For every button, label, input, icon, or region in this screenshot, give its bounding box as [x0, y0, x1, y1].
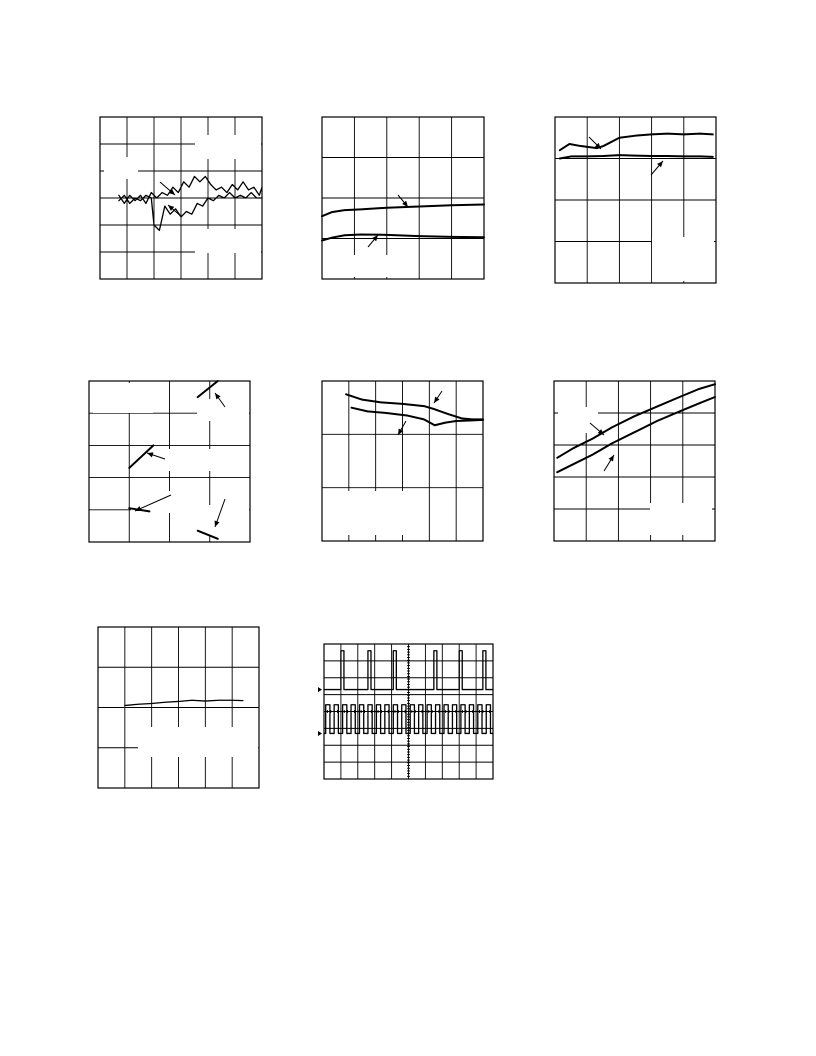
label-area: [104, 157, 138, 179]
grid: [98, 627, 259, 788]
chart-5: [322, 381, 483, 541]
chart-6: [554, 381, 715, 541]
series-2-trace: [352, 408, 483, 426]
chart-3: [555, 117, 716, 283]
pointer-arrow-2: [604, 455, 614, 471]
label-area: [138, 727, 258, 757]
label-area: [195, 505, 249, 535]
label-area: [195, 135, 261, 159]
series-1-trace: [119, 176, 262, 203]
label-area: [558, 407, 598, 433]
pointer-arrow-2: [368, 235, 378, 247]
chart-1: [100, 117, 262, 279]
pointer-arrow-1-head: [434, 397, 439, 403]
pointer-arrow-1: [434, 391, 442, 403]
pointer-arrow-1-head: [215, 393, 221, 399]
grid: [322, 117, 484, 279]
chart-7: [98, 627, 259, 788]
series-1-trace: [198, 381, 218, 397]
label-area: [326, 491, 414, 535]
pointer-arrow-2: [168, 205, 182, 217]
series-1-trace: [560, 134, 713, 151]
label-area: [650, 503, 712, 535]
label-area: [93, 383, 153, 413]
series-1-trace: [346, 394, 483, 419]
pointer-arrow-2: [398, 421, 406, 435]
series-2-trace: [560, 155, 713, 158]
series-2-trace: [322, 234, 484, 240]
pointer-arrow-2: [651, 161, 663, 175]
chart-8: [324, 644, 493, 779]
label-area: [141, 449, 211, 471]
chart-2: [322, 117, 484, 279]
series-1-trace: [125, 700, 243, 705]
label-area: [352, 255, 396, 277]
chart-4: [89, 381, 250, 542]
series-1-trace: [322, 204, 484, 216]
label-area: [197, 399, 249, 421]
label-area: [652, 237, 714, 281]
label-area: [195, 229, 261, 253]
pointer-arrow-2-head: [609, 455, 614, 461]
channel-marker: [318, 687, 322, 692]
pointer-arrow-1: [398, 195, 408, 207]
channel-marker: [318, 731, 322, 736]
